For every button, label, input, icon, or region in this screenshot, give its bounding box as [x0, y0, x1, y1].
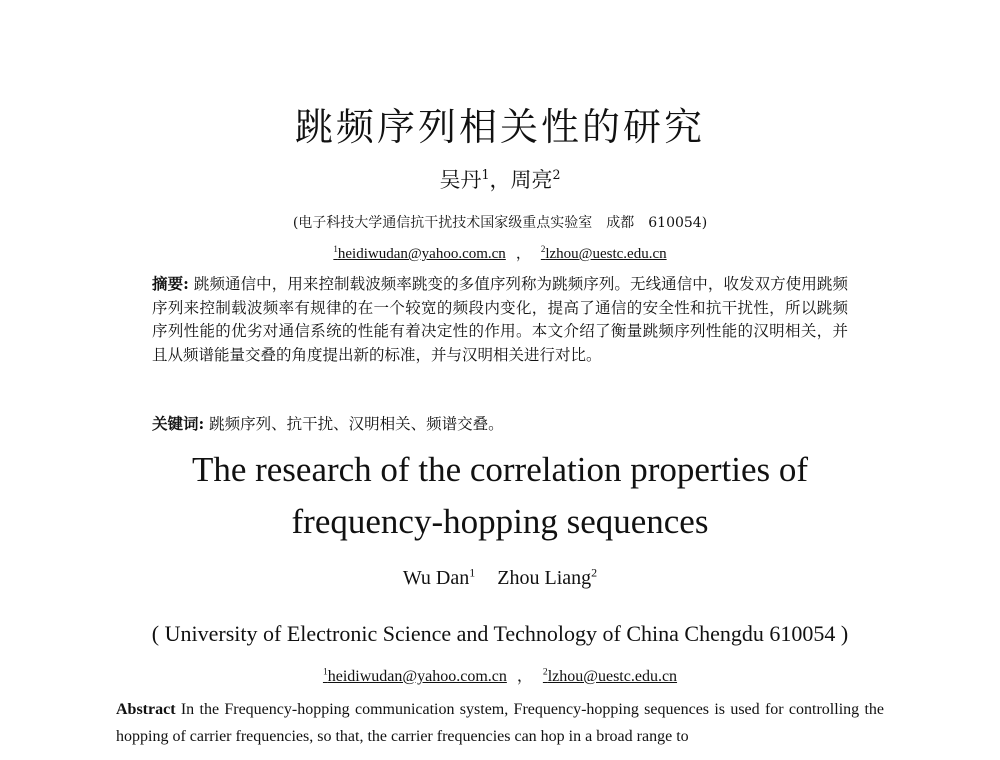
english-author-1: Wu Dan [402, 567, 470, 589]
chinese-email-2-mark: 2 [540, 244, 546, 254]
english-email-1-mark: 1 [322, 666, 328, 678]
english-email-separator: ， [516, 668, 533, 685]
english-author-2-mark: 2 [591, 565, 598, 580]
chinese-authors [0, 166, 1000, 194]
english-email-2-mark: 2 [542, 666, 548, 678]
english-affiliation: ( University of Electronic Science and Technology of China Chengdu 610054 ) [151, 621, 849, 646]
english-author-2: Zhou Liang [497, 567, 592, 589]
chinese-author-1: 吴丹 [439, 168, 482, 192]
english-abstract-text: In the Frequency-hopping communication system, Frequency-hopping sequences is used for controlling the hopping of carrier frequencies, so that, the carrier frequencies can hop in a broad range to [116, 701, 884, 745]
chinese-email-separator: ， [515, 246, 531, 262]
english-title [0, 444, 1000, 548]
chinese-abstract [152, 272, 848, 367]
english-email-link-1[interactable] [323, 668, 507, 685]
english-authors [0, 564, 1000, 592]
english-abstract-label: Abstract [116, 701, 176, 718]
english-email-2: lzhou@uestc.edu.cn [547, 668, 678, 685]
english-email-link-2[interactable] [543, 668, 677, 685]
chinese-email-link-1[interactable] [333, 246, 505, 262]
chinese-author-2: 周亮 [510, 168, 553, 192]
chinese-email-2: lzhou@uestc.edu.cn [545, 246, 667, 262]
chinese-title: 跳频序列相关性的研究 [294, 105, 705, 149]
chinese-email-1-mark: 1 [333, 244, 338, 254]
chinese-keywords-text: 跳频序列、抗干扰、汉明相关、频谱交叠。 [204, 415, 504, 433]
chinese-email-link-2[interactable] [541, 246, 667, 262]
chinese-emails [0, 244, 1000, 264]
english-title-line-1: The research of the correlation properties of [191, 450, 809, 489]
english-author-1-mark: 1 [469, 565, 476, 580]
english-emails [0, 666, 1000, 688]
english-abstract [116, 696, 884, 750]
chinese-abstract-text: 跳频通信中，用来控制载波频率跳变的多值序列称为跳频序列。无线通信中，收发双方使用跳频序列来控制载波频率有规律的在一个较宽的频段内变化，提高了通信的安全性和抗干扰性，所以跳频序列性能的优劣对通信系统的性能有着决定性的作用。本文介绍了衡量跳频序列性能的汉明相关，并且从频谱能量交叠的角度提出新的标准，并与汉明相关进行对比。 [152, 275, 848, 364]
chinese-author-2-mark: 2 [552, 167, 561, 182]
chinese-affiliation: (电子科技大学通信抗干扰技术国家级重点实验室 成都 610054) [292, 215, 708, 231]
chinese-email-1: heidiwudan@yahoo.com.cn [337, 246, 506, 262]
chinese-keywords-label: 关键词: [152, 414, 205, 433]
english-title-line-2: frequency-hopping sequences [291, 502, 709, 541]
chinese-abstract-label: 摘要: [152, 274, 189, 293]
chinese-author-separator: ， [489, 168, 511, 192]
chinese-author-1-mark: 1 [481, 167, 490, 182]
english-email-1: heidiwudan@yahoo.com.cn [327, 668, 507, 685]
chinese-keywords [152, 412, 848, 436]
